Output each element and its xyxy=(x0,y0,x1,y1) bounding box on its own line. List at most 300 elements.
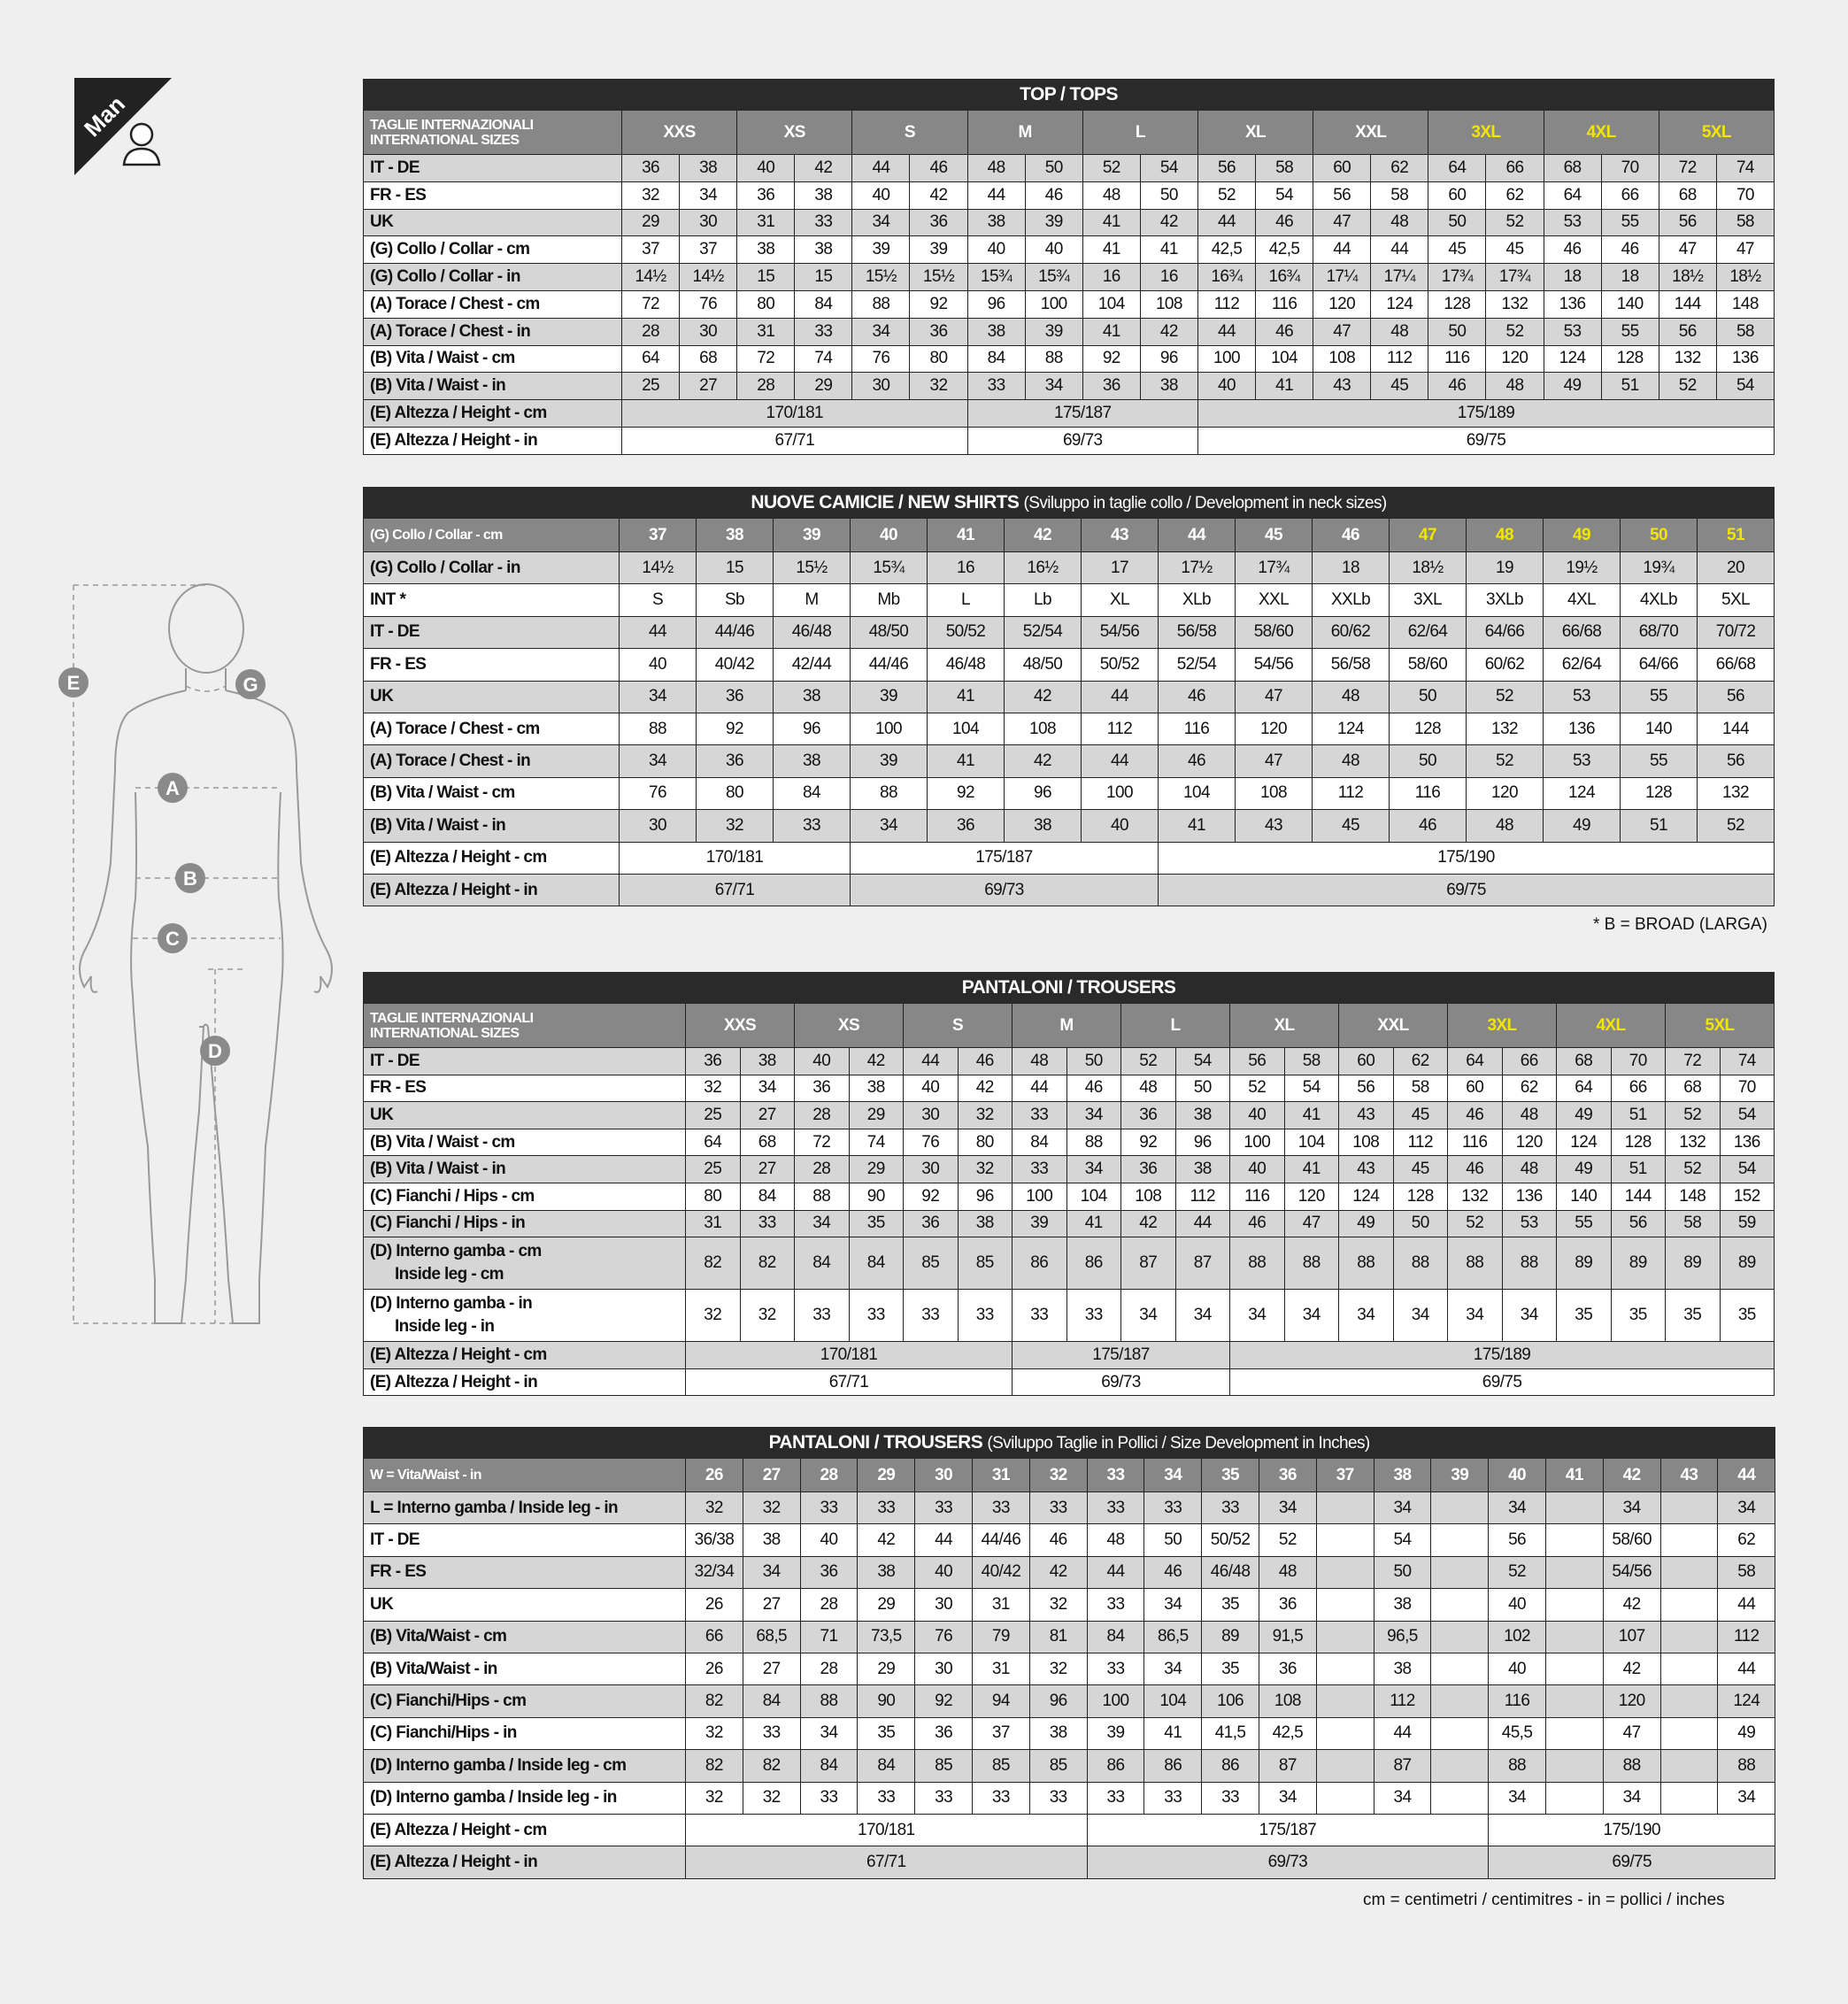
table-cell: 90 xyxy=(849,1183,904,1210)
table-cell: 25 xyxy=(686,1102,741,1129)
table-row xyxy=(364,1183,1775,1210)
table-cell: 82 xyxy=(743,1750,800,1782)
table-cell: 44 xyxy=(915,1524,973,1556)
table-cell xyxy=(1545,1524,1603,1556)
table-cell: 60/62 xyxy=(1467,649,1544,681)
waist-size-header: 36 xyxy=(1259,1459,1316,1492)
table-cell: 58/60 xyxy=(1390,649,1467,681)
table-cell: 64 xyxy=(622,345,680,373)
table-cell: 39 xyxy=(910,236,967,264)
table-cell: 136 xyxy=(1502,1183,1557,1210)
table-cell: 41 xyxy=(1144,1717,1202,1749)
table-row xyxy=(364,1589,1775,1621)
table-cell: 116 xyxy=(1390,777,1467,809)
collar-size-header: 48 xyxy=(1467,519,1544,552)
table-cell: 50 xyxy=(1428,209,1486,236)
table-cell: 140 xyxy=(1601,290,1659,318)
table-cell: 42 xyxy=(1603,1589,1660,1621)
table-cell: 88 xyxy=(1393,1237,1448,1290)
table-cell: 58/60 xyxy=(1236,616,1313,648)
table-cell: 48/50 xyxy=(851,616,928,648)
table-cell: 38 xyxy=(1175,1156,1230,1183)
table-cell: 60 xyxy=(1339,1048,1394,1075)
table-cell: 100 xyxy=(1082,777,1159,809)
row-label-line: (D) Interno gamba - in xyxy=(370,1294,533,1314)
waist-size-header: 41 xyxy=(1545,1459,1603,1492)
table-cell: 32 xyxy=(622,181,680,209)
table-cell: 48 xyxy=(1313,745,1390,777)
table-cell: 46 xyxy=(1159,745,1236,777)
table-cell xyxy=(1545,1556,1603,1588)
table-cell: 28 xyxy=(795,1156,850,1183)
table-cell: 44 xyxy=(620,616,697,648)
table-cell: 54 xyxy=(1374,1524,1431,1556)
table-cell xyxy=(1660,1750,1718,1782)
table-cell: 40 xyxy=(620,649,697,681)
table-cell: 89 xyxy=(1557,1237,1612,1290)
table-cell: 48 xyxy=(1486,373,1544,400)
size-header-s: S xyxy=(852,111,967,155)
table-cell: 33 xyxy=(1144,1492,1202,1524)
table-row xyxy=(364,584,1775,616)
table-cell: 29 xyxy=(858,1653,915,1684)
table-cell: 38 xyxy=(795,236,852,264)
table-cell: 87 xyxy=(1374,1750,1431,1782)
table-row xyxy=(364,373,1775,400)
table-cell: 38 xyxy=(795,181,852,209)
table-cell: 34 xyxy=(1718,1492,1775,1524)
table-cell: 120 xyxy=(1603,1685,1660,1717)
table-cell: 38 xyxy=(849,1075,904,1102)
table-cell: 58 xyxy=(1256,155,1313,182)
table-row xyxy=(364,1102,1775,1129)
table-cell: 132 xyxy=(1659,345,1716,373)
table-cell: 70 xyxy=(1611,1048,1666,1075)
table-cell: 106 xyxy=(1202,1685,1259,1717)
table-cell: 44 xyxy=(1082,745,1159,777)
size-header-5xl: 5XL xyxy=(1666,1004,1775,1048)
table-cell: 38 xyxy=(774,681,851,713)
table-cell xyxy=(1660,1717,1718,1749)
table-cell: 41 xyxy=(1284,1102,1339,1129)
table-cell xyxy=(1545,1782,1603,1814)
table-cell: 35 xyxy=(1202,1589,1259,1621)
table-cell: 32 xyxy=(1029,1589,1087,1621)
table-cell: 14½ xyxy=(620,552,697,584)
row-label: IT - DE xyxy=(364,155,622,182)
table-cell xyxy=(1431,1492,1489,1524)
shirts-title: NUOVE CAMICIE / NEW SHIRTS (Sviluppo in taglie collo / Development in neck sizes) xyxy=(364,488,1775,519)
table-cell: 42 xyxy=(1140,318,1197,345)
row-label: FR - ES xyxy=(364,181,622,209)
table-cell: 35 xyxy=(1611,1290,1666,1342)
table-cell: 104 xyxy=(928,713,1005,744)
table-cell: 112 xyxy=(1197,290,1255,318)
table-cell: 84 xyxy=(1087,1621,1144,1653)
table-cell: 108 xyxy=(1313,345,1371,373)
waist-size-header: 32 xyxy=(1029,1459,1087,1492)
table-cell: 96,5 xyxy=(1374,1621,1431,1653)
table-cell: 36 xyxy=(622,155,680,182)
table-cell: 88 xyxy=(800,1685,858,1717)
table-cell: 48 xyxy=(1371,209,1428,236)
table-cell: 108 xyxy=(1339,1129,1394,1156)
table-cell: 52 xyxy=(1230,1075,1285,1102)
table-cell: 124 xyxy=(1718,1685,1775,1717)
table-cell: Lb xyxy=(1005,584,1082,616)
row-label: INT * xyxy=(364,584,620,616)
table-cell: 30 xyxy=(904,1156,959,1183)
table-cell: 42 xyxy=(958,1075,1013,1102)
table-cell: 38 xyxy=(1005,810,1082,842)
row-label xyxy=(364,1237,686,1290)
table-cell: 116 xyxy=(1159,713,1236,744)
table-cell: 16 xyxy=(928,552,1005,584)
table-cell: 69/75 xyxy=(1197,427,1774,454)
table-cell: 34 xyxy=(680,181,737,209)
table-cell: 56 xyxy=(1489,1524,1546,1556)
table-cell: 33 xyxy=(849,1290,904,1342)
table-cell: 34 xyxy=(740,1075,795,1102)
table-cell: 46 xyxy=(1230,1210,1285,1237)
table-cell: 44 xyxy=(1013,1075,1067,1102)
table-cell: 56 xyxy=(1197,155,1255,182)
table-cell: 120 xyxy=(1236,713,1313,744)
table-cell: 100 xyxy=(1230,1129,1285,1156)
table-cell: 69/73 xyxy=(967,427,1197,454)
waist-size-header: 33 xyxy=(1087,1459,1144,1492)
row-label: (E) Altezza / Height - cm xyxy=(364,400,622,428)
table-cell: 42 xyxy=(1121,1210,1176,1237)
table-row xyxy=(364,1524,1775,1556)
table-cell: 38 xyxy=(774,745,851,777)
table-cell: 17¾ xyxy=(1236,552,1313,584)
table-row xyxy=(364,1685,1775,1717)
table-cell: 34 xyxy=(743,1556,800,1588)
table-cell: 85 xyxy=(915,1750,973,1782)
table-cell xyxy=(1431,1717,1489,1749)
table-cell: 84 xyxy=(800,1750,858,1782)
table-cell: 33 xyxy=(800,1492,858,1524)
table-cell xyxy=(1660,1589,1718,1621)
table-cell: 128 xyxy=(1428,290,1486,318)
table-cell: 42/44 xyxy=(774,649,851,681)
size-header-xs: XS xyxy=(737,111,852,155)
table-cell: 85 xyxy=(958,1237,1013,1290)
table-cell: 51 xyxy=(1611,1102,1666,1129)
table-cell: 46 xyxy=(1025,181,1082,209)
table-cell: 32 xyxy=(697,810,774,842)
table-cell: 50 xyxy=(1374,1556,1431,1588)
table-row xyxy=(364,400,1775,428)
table-cell: 53 xyxy=(1544,318,1601,345)
row-label: (D) Interno gamba / Inside leg - cm xyxy=(364,1750,686,1782)
table-cell: 56 xyxy=(1230,1048,1285,1075)
row-label: UK xyxy=(364,681,620,713)
table-cell: 73,5 xyxy=(858,1621,915,1653)
waist-size-header: 37 xyxy=(1316,1459,1374,1492)
table-cell: 50/52 xyxy=(1202,1524,1259,1556)
table-cell: 33 xyxy=(858,1782,915,1814)
table-cell: 175/189 xyxy=(1197,400,1774,428)
table-cell: 52 xyxy=(1197,181,1255,209)
table-cell: 46 xyxy=(1390,810,1467,842)
row-label: W = Vita/Waist - in xyxy=(364,1459,686,1492)
size-header-l: L xyxy=(1082,111,1197,155)
table-cell: 33 xyxy=(958,1290,1013,1342)
table-cell: 35 xyxy=(858,1717,915,1749)
table-cell: 175/187 xyxy=(851,842,1159,874)
row-label: (A) Torace / Chest - in xyxy=(364,745,620,777)
table-cell xyxy=(1431,1556,1489,1588)
table-cell: 34 xyxy=(620,681,697,713)
table-cell: 50 xyxy=(1144,1524,1202,1556)
table-cell: 43 xyxy=(1236,810,1313,842)
table-cell: 52 xyxy=(1448,1210,1503,1237)
table-cell: 38 xyxy=(1374,1589,1431,1621)
table-cell: 40 xyxy=(1025,236,1082,264)
table-cell: 54/56 xyxy=(1082,616,1159,648)
table-cell: 32 xyxy=(743,1782,800,1814)
table-cell: 33 xyxy=(1013,1290,1067,1342)
table-cell: 52 xyxy=(1467,681,1544,713)
table-cell: 116 xyxy=(1256,290,1313,318)
table-cell: 107 xyxy=(1603,1621,1660,1653)
table-cell: 41 xyxy=(1082,209,1140,236)
table-cell xyxy=(1660,1653,1718,1684)
table-cell: 104 xyxy=(1284,1129,1339,1156)
table-cell: 68 xyxy=(1659,181,1716,209)
table-cell: 51 xyxy=(1621,810,1698,842)
table-cell: 19½ xyxy=(1544,552,1621,584)
table-cell: 38 xyxy=(958,1210,1013,1237)
table-cell: 18½ xyxy=(1716,264,1774,291)
table-cell: 92 xyxy=(915,1685,973,1717)
table-cell: 44 xyxy=(1197,318,1255,345)
table-cell xyxy=(1431,1589,1489,1621)
table-cell: 54 xyxy=(1140,155,1197,182)
table-cell: 116 xyxy=(1428,345,1486,373)
table-cell: 44 xyxy=(904,1048,959,1075)
table-cell: 80 xyxy=(910,345,967,373)
table-cell: 42 xyxy=(1029,1556,1087,1588)
table-cell: 52 xyxy=(1659,373,1716,400)
figure-label-g: G xyxy=(243,674,258,696)
table-cell: 54 xyxy=(1284,1075,1339,1102)
table-cell: 48 xyxy=(1259,1556,1316,1588)
shirts-size-table xyxy=(363,487,1775,906)
table-cell xyxy=(1431,1685,1489,1717)
table-cell: 84 xyxy=(849,1237,904,1290)
collar-size-header: 40 xyxy=(851,519,928,552)
table-row xyxy=(364,1048,1775,1075)
table-cell: 33 xyxy=(1029,1782,1087,1814)
table-cell: 50 xyxy=(1390,681,1467,713)
table-cell: 53 xyxy=(1544,209,1601,236)
table-cell: 80 xyxy=(686,1183,741,1210)
table-cell: 152 xyxy=(1720,1183,1775,1210)
table-cell: 16 xyxy=(1082,264,1140,291)
row-label: (B) Vita / Waist - cm xyxy=(364,1129,686,1156)
table-cell: 132 xyxy=(1698,777,1775,809)
table-cell: 124 xyxy=(1339,1183,1394,1210)
table-cell: 30 xyxy=(680,209,737,236)
table-cell: 31 xyxy=(737,209,795,236)
table-cell: 46/48 xyxy=(774,616,851,648)
table-cell: 40 xyxy=(800,1524,858,1556)
size-header-m: M xyxy=(1013,1004,1121,1048)
table-cell: 46/48 xyxy=(1202,1556,1259,1588)
table-cell: 43 xyxy=(1313,373,1371,400)
table-cell: 38 xyxy=(680,155,737,182)
table-cell: 85 xyxy=(904,1237,959,1290)
table-cell: 19 xyxy=(1467,552,1544,584)
table-row xyxy=(364,1814,1775,1846)
trousers-size-table xyxy=(363,972,1775,1396)
table-cell: 58 xyxy=(1716,209,1774,236)
row-label: (E) Altezza / Height - in xyxy=(364,427,622,454)
table-cell: 108 xyxy=(1236,777,1313,809)
table-cell: 136 xyxy=(1544,713,1621,744)
table-cell: 62 xyxy=(1371,155,1428,182)
table-cell: 96 xyxy=(1140,345,1197,373)
table-cell: 112 xyxy=(1374,1685,1431,1717)
table-cell: 33 xyxy=(774,810,851,842)
table-cell: 50 xyxy=(1390,745,1467,777)
table-cell: 38 xyxy=(1140,373,1197,400)
table-cell: 124 xyxy=(1313,713,1390,744)
waist-size-header: 42 xyxy=(1603,1459,1660,1492)
table-cell: 18½ xyxy=(1390,552,1467,584)
table-cell: 48 xyxy=(1087,1524,1144,1556)
table-cell: 17¼ xyxy=(1313,264,1371,291)
table-cell: 33 xyxy=(1066,1290,1121,1342)
table-cell: 170/181 xyxy=(622,400,968,428)
table-cell: 36 xyxy=(737,181,795,209)
table-row xyxy=(364,209,1775,236)
table-cell: 17¾ xyxy=(1486,264,1544,291)
table-cell: 84 xyxy=(740,1183,795,1210)
table-cell: 34 xyxy=(800,1717,858,1749)
table-cell: 58 xyxy=(1716,318,1774,345)
table-cell: 40 xyxy=(1082,810,1159,842)
table-cell: 92 xyxy=(928,777,1005,809)
waist-size-header: 44 xyxy=(1718,1459,1775,1492)
table-cell: 40 xyxy=(967,236,1025,264)
table-cell: 44 xyxy=(967,181,1025,209)
table-cell: 36 xyxy=(1082,373,1140,400)
table-cell: 18 xyxy=(1601,264,1659,291)
table-cell: 36 xyxy=(697,745,774,777)
table-cell: 20 xyxy=(1698,552,1775,584)
collar-size-header: 37 xyxy=(620,519,697,552)
table-cell: 40 xyxy=(795,1048,850,1075)
table-cell: 70 xyxy=(1716,181,1774,209)
waist-size-header: 26 xyxy=(686,1459,743,1492)
table-cell: 42 xyxy=(858,1524,915,1556)
table-cell: 104 xyxy=(1066,1183,1121,1210)
table-cell: 74 xyxy=(849,1129,904,1156)
table-cell: 16½ xyxy=(1005,552,1082,584)
table-cell: 39 xyxy=(851,745,928,777)
row-label: (B) Vita / Waist - cm xyxy=(364,345,622,373)
table-cell: 132 xyxy=(1666,1129,1721,1156)
table-cell: 31 xyxy=(972,1589,1029,1621)
size-header-xxl: XXL xyxy=(1313,111,1428,155)
table-cell: M xyxy=(774,584,851,616)
table-cell: 56 xyxy=(1659,209,1716,236)
table-cell: 46 xyxy=(1256,318,1313,345)
table-cell: 44 xyxy=(1197,209,1255,236)
table-cell: 89 xyxy=(1202,1621,1259,1653)
table-row xyxy=(364,810,1775,842)
row-label: (G) Collo / Collar - cm xyxy=(364,519,620,552)
table-cell: 33 xyxy=(743,1717,800,1749)
table-cell: 42 xyxy=(1005,745,1082,777)
table-cell: 34 xyxy=(1025,373,1082,400)
table-cell: 175/187 xyxy=(1013,1342,1230,1369)
row-label: UK xyxy=(364,1589,686,1621)
table-cell: 39 xyxy=(1025,318,1082,345)
waist-size-header: 43 xyxy=(1660,1459,1718,1492)
row-label: UK xyxy=(364,209,622,236)
table-cell xyxy=(1545,1621,1603,1653)
row-label: (C) Fianchi / Hips - in xyxy=(364,1210,686,1237)
table-cell: 33 xyxy=(858,1492,915,1524)
table-cell: 52 xyxy=(1486,209,1544,236)
collar-size-header: 42 xyxy=(1005,519,1082,552)
table-cell: 64/66 xyxy=(1621,649,1698,681)
table-cell: 54 xyxy=(1720,1102,1775,1129)
table-cell: 54 xyxy=(1256,181,1313,209)
trousers-title: PANTALONI / TROUSERS xyxy=(364,973,1775,1004)
table-cell: 72 xyxy=(1659,155,1716,182)
table-cell: 36 xyxy=(910,318,967,345)
table-cell: 33 xyxy=(1087,1782,1144,1814)
table-cell: 18 xyxy=(1313,552,1390,584)
table-cell: 48/50 xyxy=(1005,649,1082,681)
table-cell: 3XL xyxy=(1390,584,1467,616)
table-cell: 46 xyxy=(1029,1524,1087,1556)
table-cell: 33 xyxy=(1144,1782,1202,1814)
table-cell: 88 xyxy=(1339,1237,1394,1290)
table-cell: 148 xyxy=(1716,290,1774,318)
table-cell: 58 xyxy=(1666,1210,1721,1237)
table-cell xyxy=(1545,1685,1603,1717)
table-cell: 30 xyxy=(680,318,737,345)
table-cell xyxy=(1545,1750,1603,1782)
collar-size-header: 49 xyxy=(1544,519,1621,552)
table-cell: 55 xyxy=(1621,681,1698,713)
table-cell: 170/181 xyxy=(686,1342,1013,1369)
table-cell: 27 xyxy=(680,373,737,400)
row-label: (G) Collo / Collar - in xyxy=(364,552,620,584)
table-cell: 54 xyxy=(1716,373,1774,400)
table-cell: 86 xyxy=(1202,1750,1259,1782)
table-cell: 66 xyxy=(1601,181,1659,209)
table-cell: 40 xyxy=(737,155,795,182)
table-cell: 88 xyxy=(1502,1237,1557,1290)
row-label: (A) Torace / Chest - in xyxy=(364,318,622,345)
table-cell: 49 xyxy=(1718,1717,1775,1749)
table-cell: 62 xyxy=(1393,1048,1448,1075)
table-cell: 67/71 xyxy=(620,874,851,906)
table-cell: 44 xyxy=(1371,236,1428,264)
table-cell: 27 xyxy=(740,1102,795,1129)
table-cell: 89 xyxy=(1720,1237,1775,1290)
table-row xyxy=(364,1653,1775,1684)
trousers-inches-table xyxy=(363,1427,1775,1879)
